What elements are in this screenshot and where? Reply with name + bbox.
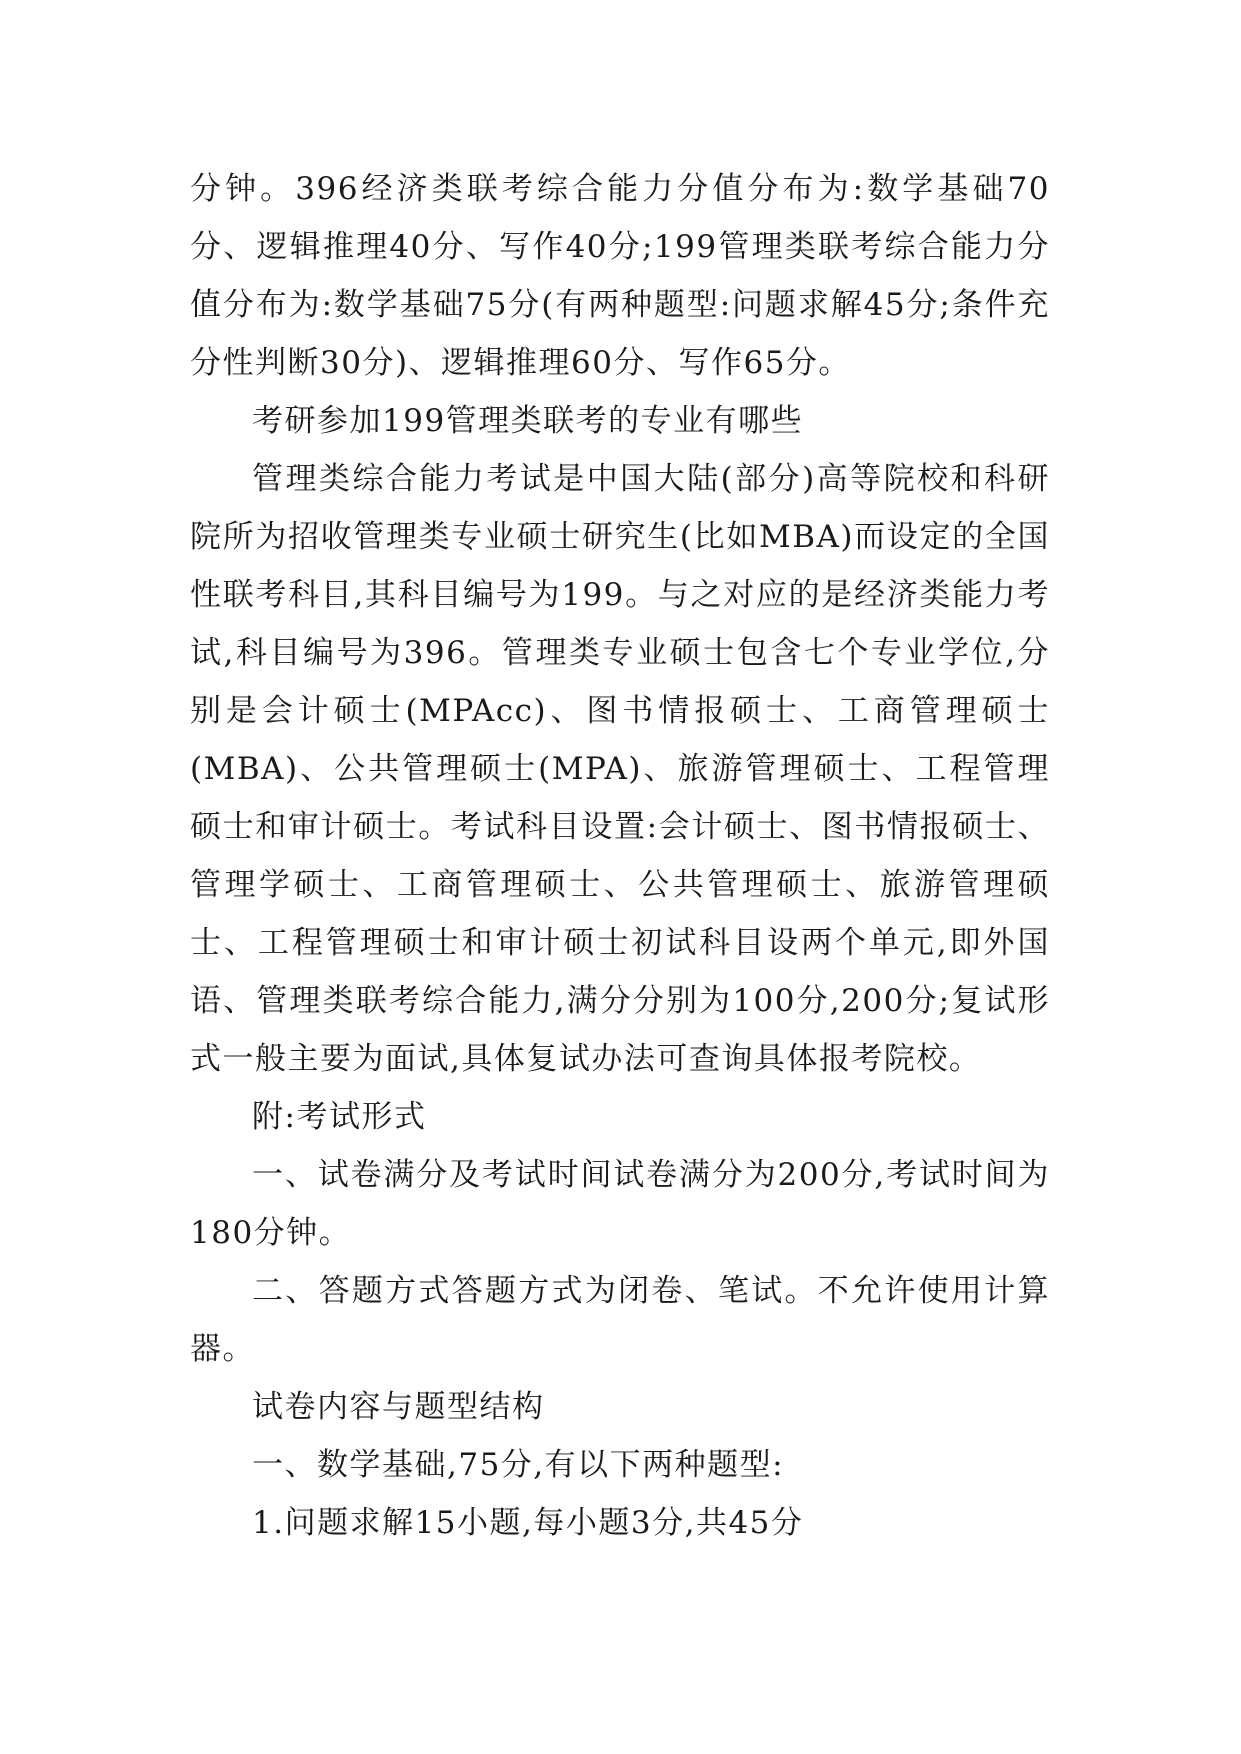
- paragraph-score-distribution: 分钟。396经济类联考综合能力分值分布为:数学基础70分、逻辑推理40分、写作40分;199管理类联考综合能力分值分布为:数学基础75分(有两种题型:问题求解45分;条件充分性判断30分)、逻辑推理60分、写作65分。: [190, 171, 1050, 381]
- appendix-heading-exam-format: 附:考试形式: [252, 1099, 427, 1135]
- paragraph-answer-method: 二、答题方式答题方式为闭卷、笔试。不允许使用计算器。: [190, 1273, 1050, 1367]
- section-heading-content-structure: 试卷内容与题型结构: [252, 1389, 545, 1425]
- paragraph-management-exam-intro: 管理类综合能力考试是中国大陆(部分)高等院校和科研院所为招收管理类专业硕士研究生(比如MBA)而设定的全国性联考科目,其科目编号为199。与之对应的是经济类能力考试,科目编号为396。管理类专业硕士包含七个专业学位,分别是会计硕士(MPAcc)、图书情报硕士、工商管理硕士(MBA)、公共管理硕士(MPA)、旅游管理硕士、工程管理硕士和审计硕士。考试科目设置:会计硕士、图书情报硕士、管理学硕士、工商管理硕士、公共管理硕士、旅游管理硕士、工程管理硕士和审计硕士初试科目设两个单元,即外国语、管理类联考综合能力,满分分别为100分,200分;复试形式一般主要为面试,具体复试办法可查询具体报考院校。: [190, 461, 1050, 1077]
- list-item-problem-solving: 1.问题求解15小题,每小题3分,共45分: [252, 1505, 804, 1541]
- section-heading-199-majors: 考研参加199管理类联考的专业有哪些: [252, 403, 804, 439]
- document-body: [190, 160, 1050, 1552]
- paragraph-math-basics: 一、数学基础,75分,有以下两种题型:: [252, 1447, 785, 1483]
- paragraph-full-score-and-time: 一、试卷满分及考试时间试卷满分为200分,考试时间为180分钟。: [190, 1157, 1050, 1251]
